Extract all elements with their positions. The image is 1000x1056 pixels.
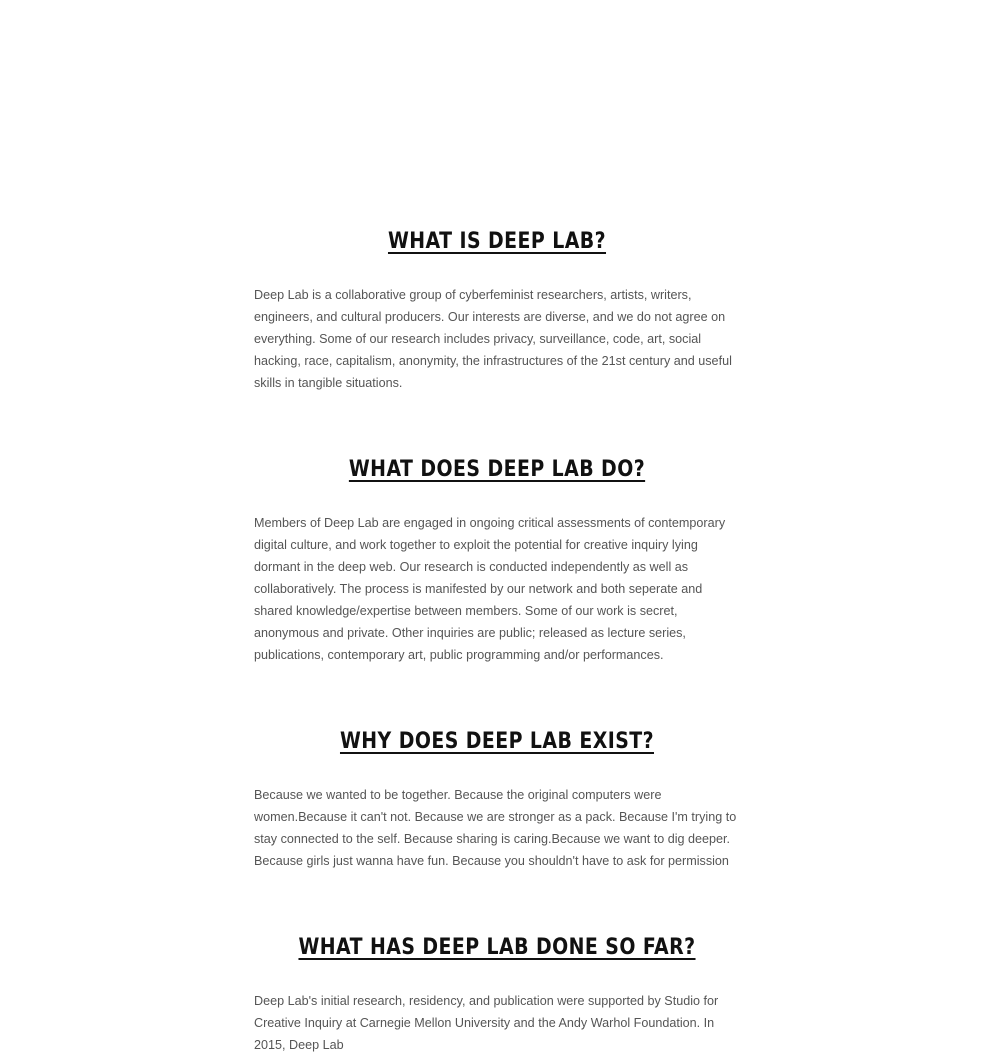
section-heading: WHAT DOES DEEP LAB DO? [348, 457, 646, 482]
section-why-exist [254, 722, 740, 872]
section-paragraph: Deep Lab's initial research, residency, and publication were supported by Studio for Creative Inquiry at Carnegie Mellon University and the Andy Warhol Foundation. In 2015, Deep Lab [254, 994, 719, 1052]
section-what-does [254, 450, 740, 666]
section-heading: WHY DOES DEEP LAB EXIST? [339, 729, 655, 754]
section-paragraph: Deep Lab is a collaborative group of cyberfeminist researchers, artists, writers, engineers, and cultural producers. Our interests are diverse, and we do not agree on everything. Some of our research includes privacy, surveillance, code, art, social hacking, race, capitalism, anonymity, the infrastructures of the 21st century and useful skills in tangible situations. [254, 288, 732, 390]
section-done-so-far [254, 928, 740, 1056]
section-heading: WHAT IS DEEP LAB? [387, 229, 607, 254]
section-paragraph: Members of Deep Lab are engaged in ongoing critical assessments of contemporary digital culture, and work together to exploit the potential for creative inquiry lying dormant in the deep web. Our research is conducted independently as well as collaboratively. The process is manifested by our network and both seperate and shared knowledge/expertise between members. Some of our work is secret, anonymous and private. Other inquiries are public; released as lecture series, publications, contemporary art, public programming and/or performances. [254, 516, 726, 662]
section-what-is [254, 222, 740, 394]
main-content [254, 222, 740, 1056]
section-heading: WHAT HAS DEEP LAB DONE SO FAR? [298, 935, 696, 960]
section-paragraph: Because we wanted to be together. Because the original computers were women.Because it can't not. Because we are stronger as a pack. Because I'm trying to stay connected to the self. Because sharing is caring.Because we want to dig deeper. Because girls just wanna have fun. Because you shouldn't have to ask for permission [254, 788, 737, 868]
